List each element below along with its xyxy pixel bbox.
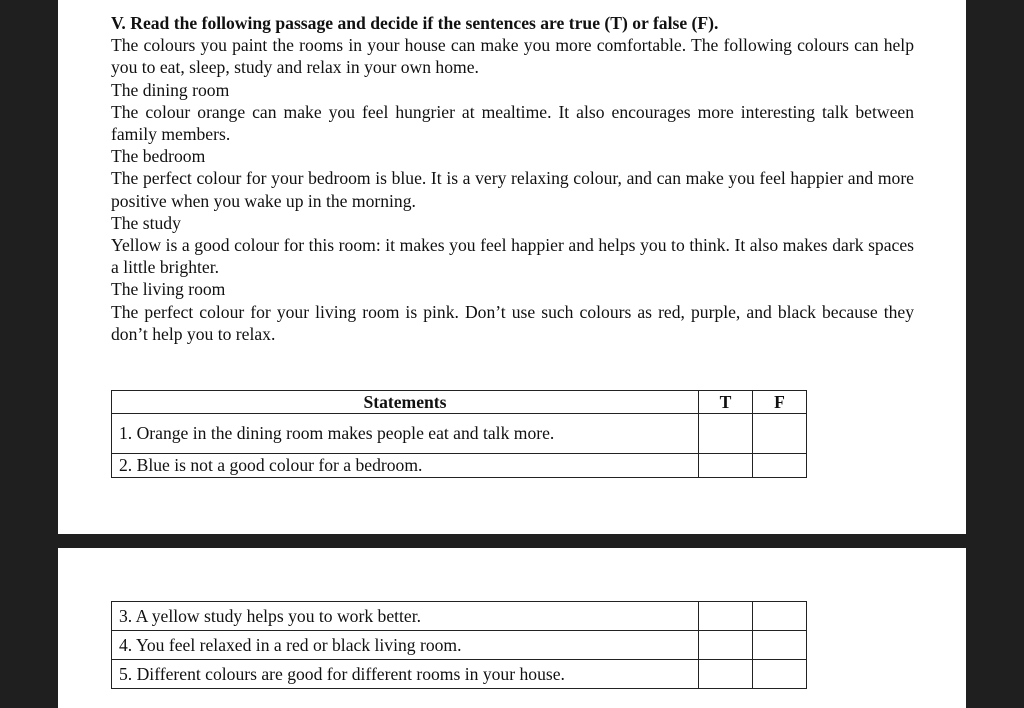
answer-true-box-5[interactable] [699,660,753,689]
section-title-dining: The dining room [111,79,230,100]
statement-1: 1. Orange in the dining room makes people eat and talk more. [112,414,699,454]
table-row [112,414,807,454]
intro-paragraph: The colours you paint the rooms in your house can make you more comfortable. The following colours can help you to eat, sleep, study and relax in your own home. [111,35,914,78]
exercise-heading: V. Read the following passage and decide if the sentences are true (T) or false (F). [111,13,719,33]
section-text-bedroom: The perfect colour for your bedroom is blue. It is a very relaxing colour, and can make you feel happier and more positive when you wake up in the morning. [111,168,914,211]
page-sheet-2 [58,548,966,708]
statement-5: 5. Different colours are good for different rooms in your house. [112,660,699,689]
table-row [112,660,807,689]
page-sheet-1 [58,0,966,534]
section-title-living: The living room [111,279,226,300]
reading-passage [111,12,914,345]
statement-3: 3. A yellow study helps you to work better. [112,602,699,631]
section-title-study: The study [111,212,181,233]
statement-2: 2. Blue is not a good colour for a bedroom. [112,454,699,478]
section-title-bedroom: The bedroom [111,146,206,167]
section-text-dining: The colour orange can make you feel hungrier at mealtime. It also encourages more interesting talk between family members. [111,101,914,145]
statement-4: 4. You feel relaxed in a red or black living room. [112,631,699,660]
answer-true-box-3[interactable] [699,602,753,631]
answer-false-box-5[interactable] [753,660,807,689]
table-row [112,631,807,660]
section-text-living: The perfect colour for your living room is pink. Don’t use such colours as red, purple, and black because they don’t help you to relax. [111,301,914,344]
false-header: F [753,391,807,414]
answer-true-box-2[interactable] [699,454,753,478]
table-row [112,602,807,631]
answer-false-box-3[interactable] [753,602,807,631]
answer-true-box-4[interactable] [699,631,753,660]
section-text-study: Yellow is a good colour for this room: it makes you feel happier and helps you to think. It also makes dark spaces a little brighter. [111,235,914,278]
true-header: T [699,391,753,414]
statements-header: Statements [112,391,699,414]
answer-true-box-1[interactable] [699,414,753,454]
answer-false-box-4[interactable] [753,631,807,660]
true-false-table-part-2 [111,601,807,689]
table-row [112,454,807,478]
true-false-table-part-1 [111,390,807,478]
answer-false-box-1[interactable] [753,414,807,454]
table-header-row [112,391,807,414]
answer-false-box-2[interactable] [753,454,807,478]
